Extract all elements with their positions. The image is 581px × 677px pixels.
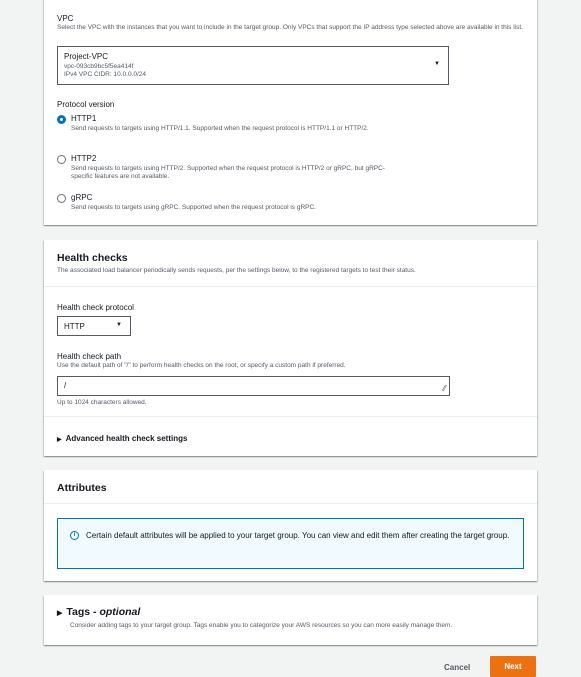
vpc-select[interactable] bbox=[57, 46, 449, 85]
radio-http2-label: HTTP2 bbox=[71, 154, 97, 163]
vpc-name: Project-VPC bbox=[64, 52, 109, 61]
radio-http1-label: HTTP1 bbox=[71, 114, 97, 123]
tags-title: Tags bbox=[66, 606, 91, 618]
radio-grpc-label: gRPC bbox=[71, 193, 93, 202]
radio-http2[interactable] bbox=[57, 155, 66, 164]
radio-http1-desc: Send requests to targets using HTTP/1.1. Supported when the request protocol is HTTP/1.1 or HTTP/2. bbox=[71, 125, 369, 132]
caret-right-icon: ▶ bbox=[57, 437, 62, 443]
cancel-button[interactable]: Cancel bbox=[444, 663, 471, 672]
advanced-health-check-label: Advanced health check settings bbox=[65, 434, 188, 443]
resize-handle-icon[interactable]: ⁄⁄ bbox=[443, 384, 446, 393]
vpc-cidr: IPv4 VPC CIDR: 10.0.0.0/24 bbox=[64, 71, 147, 78]
health-check-path-hint: Use the default path of "/" to perform health checks on the root, or specify a custom path if preferred. bbox=[57, 362, 346, 369]
health-checks-description: The associated load balancer periodically sends requests, per the settings below, to the registered targets to test their status. bbox=[57, 267, 416, 274]
protocol-version-label: Protocol version bbox=[57, 100, 115, 109]
chevron-down-icon: ▼ bbox=[434, 61, 440, 67]
radio-grpc-desc: Send requests to targets using gRPC. Supported when the request protocol is gRPC. bbox=[71, 204, 316, 211]
health-check-protocol-select[interactable] bbox=[57, 316, 131, 336]
vpc-id: vpc-093cb9bc5f5ea414f bbox=[64, 63, 134, 70]
health-check-path-input[interactable] bbox=[57, 376, 450, 396]
attributes-title: Attributes bbox=[57, 482, 107, 494]
section-divider bbox=[44, 286, 537, 287]
health-check-path-constraint: Up to 1024 characters allowed. bbox=[57, 399, 147, 406]
health-check-protocol-label: Health check protocol bbox=[57, 303, 134, 312]
info-icon: i bbox=[70, 531, 79, 540]
health-check-protocol-value: HTTP bbox=[64, 322, 85, 331]
tags-card[interactable] bbox=[44, 595, 537, 645]
radio-http2-desc: Send requests to targets using HTTP/2. Supported when the request protocol is HTTP/2 or gRPC, but gRPC-specific features are not available. bbox=[71, 165, 385, 180]
vpc-label: VPC bbox=[57, 14, 74, 23]
health-checks-card bbox=[44, 240, 537, 456]
tags-toggle[interactable] bbox=[57, 606, 140, 618]
caret-right-icon: ▶ bbox=[57, 610, 63, 617]
radio-option-http1[interactable] bbox=[57, 114, 477, 146]
health-check-path-value: / bbox=[64, 381, 67, 390]
attributes-info-text: Certain default attributes will be applied to your target group. You can view and edit them after creating the target group. bbox=[86, 531, 510, 540]
attributes-card bbox=[44, 470, 537, 581]
section-divider bbox=[44, 416, 537, 417]
chevron-down-icon: ▼ bbox=[116, 322, 122, 328]
radio-option-http2[interactable] bbox=[57, 154, 477, 186]
radio-option-grpc[interactable] bbox=[57, 193, 477, 217]
radio-http1[interactable] bbox=[57, 115, 66, 124]
tags-description: Consider adding tags to your target group. Tags enable you to categorize your AWS resources so you can more easily manage them. bbox=[70, 622, 453, 629]
next-button[interactable]: Next bbox=[490, 656, 536, 677]
radio-grpc[interactable] bbox=[57, 194, 66, 203]
attributes-info-alert bbox=[57, 518, 524, 569]
vpc-description: Select the VPC with the instances that you want to include in the target group. Only VPCs that support the IP address type selected above are available in this list. bbox=[57, 24, 523, 31]
section-divider bbox=[44, 503, 537, 504]
advanced-health-check-toggle[interactable] bbox=[57, 434, 187, 443]
target-group-config-card bbox=[44, 0, 537, 225]
tags-optional: - optional bbox=[93, 606, 141, 618]
health-check-path-label: Health check path bbox=[57, 352, 122, 361]
health-checks-title: Health checks bbox=[57, 252, 128, 264]
